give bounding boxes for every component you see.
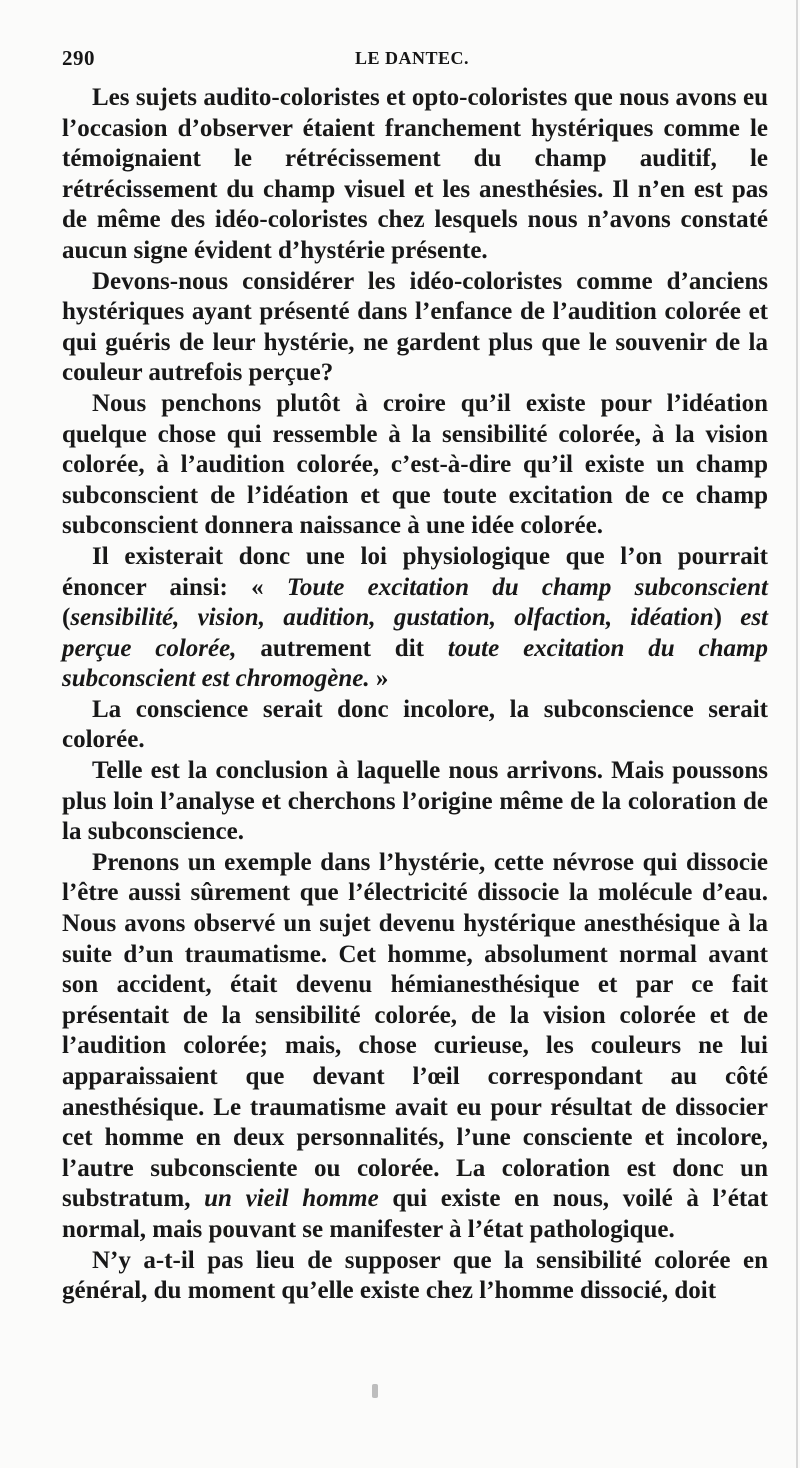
text-run: Devons-nous considérer les idéo-coloristes comme d’anciens hystériques ayant présenté dans l’enfance de l’audition colorée et qui guéris de leur hystérie, ne gardent plus que le souvenir de la couleur autrefois perçue? [62,267,768,387]
paragraph [62,542,768,695]
page-number: 290 [62,46,95,70]
text-run: ( [62,604,71,632]
italic-text: un vieil homme [204,1185,379,1213]
italic-text: Toute excitation du champ subconscient [286,573,768,601]
text-run: » [369,665,389,693]
page-header [62,46,768,72]
paragraph [62,1246,768,1307]
text-run: La conscience serait donc incolore, la subconscience serait colorée. [62,695,768,754]
text-run: qui existe en nous, voilé à l’état normal, mais pouvant se manifester à l’état pathologique. [62,1185,769,1243]
text-run: N’y a-t-il pas lieu de supposer que la sensibilité colorée en général, du moment qu’elle existe chez l’homme dissocié, doit [62,1246,768,1305]
paragraph [62,389,768,542]
body-text [62,83,768,1307]
text-run: Il existerait donc une loi physiologique que l’on pourrait énoncer ainsi: « [62,542,768,601]
paragraph [62,695,768,756]
italic-text: toute excitation du champ subconscient est chromogène. [62,634,768,693]
running-head: LE DANTEC. [355,48,470,68]
italic-text: sensibilité, vision, audition, gustation, olfaction, idéation [70,604,714,632]
text-run: Nous penchons plutôt à croire qu’il existe pour l’idéation quelque chose qui ressemble à la sensibilité colorée, à la vision colorée, à l’audition colorée, c’est-à-dire qu’il existe un champ subconscient de l’idéation et que toute excitation de ce champ subconscient donnera naissance à une idée colorée. [62,389,768,540]
paragraph [62,267,768,389]
text-run: autrement dit [236,634,448,662]
scan-artifact [372,1384,378,1398]
paragraph [62,756,768,848]
paragraph [62,83,768,267]
italic-text: est perçue colorée, [62,604,768,662]
page-edge-shadow [796,0,798,1468]
text-run: Les sujets audito-coloristes et opto-coloristes que nous avons eu l’occasion d’observer étaient franchement hystériques comme le témoignaient le rétrécissement du champ auditif, le rétrécissement du champ visuel et les anesthésies. Il n’en est pas de même des idéo-coloristes chez lesquels nous n’avons constaté aucun signe évident d’hystérie présente. [62,84,768,264]
text-run: Telle est la conclusion à laquelle nous arrivons. Mais poussons plus loin l’analyse et cherchons l’origine même de la coloration de la subconscience. [62,757,768,846]
text-run: ) [713,604,741,632]
paragraph [62,848,768,1246]
text-run: Prenons un exemple dans l’hystérie, cette névrose qui dissocie l’être aussi sûrement que l’électricité dissocie la molécule d’eau. Nous avons observé un sujet devenu hystérique anesthésique à la suite d’un traumatisme. Cet homme, absolument normal avant son accident, était devenu hémianesthésique et par ce fait présentait de la sensibilité colorée, de la vision colorée et de l’audition colorée; mais, chose curieuse, les couleurs ne lui apparaissaient que devant l’œil correspondant au côté anesthésique. Le traumatisme avait eu pour résultat de dissocier cet homme en deux personnalités, l’une consciente et incolore, l’autre subconsciente ou colorée. La coloration est donc un substratum, [62,848,768,1213]
